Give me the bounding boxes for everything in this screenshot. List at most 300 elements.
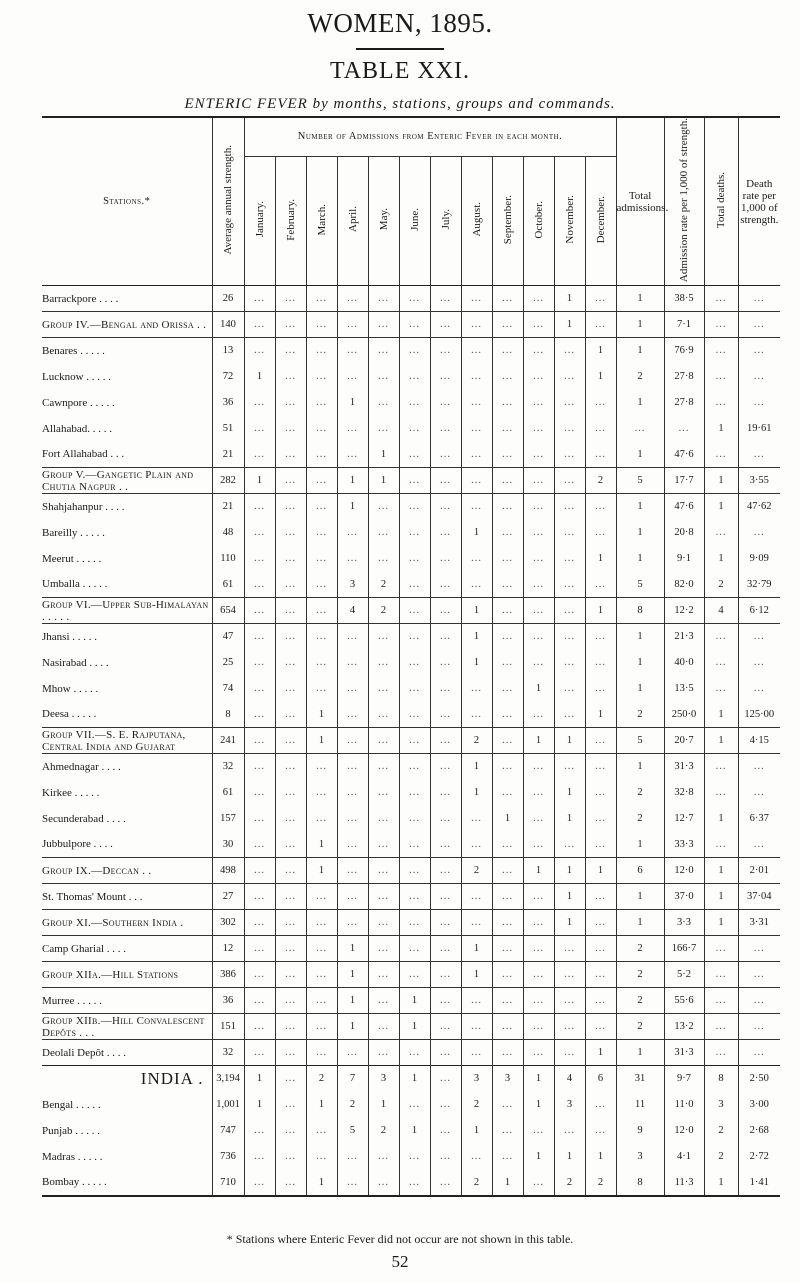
header-stations: Stations.* [42, 117, 212, 286]
table-cell: ... [523, 962, 554, 988]
table-cell: ... [554, 520, 585, 546]
table-cell: ... [523, 286, 554, 312]
table-cell: 1 [461, 962, 492, 988]
table-cell: ... [275, 1118, 306, 1144]
header-month: May. [368, 156, 399, 285]
table-cell: ... [244, 1040, 275, 1066]
row-label: Group XIIa.—Hill Stations [42, 962, 212, 988]
table-cell: 48 [212, 520, 244, 546]
table-cell: 7 [337, 1066, 368, 1092]
header-month: December. [585, 156, 616, 285]
table-cell: ... [244, 1118, 275, 1144]
table-cell: ... [399, 728, 430, 754]
table-cell: ... [337, 650, 368, 676]
table-cell: 20·8 [664, 520, 704, 546]
table-row [42, 832, 780, 858]
table-cell: ... [738, 624, 780, 650]
table-cell: ... [275, 598, 306, 624]
table-cell: 31·3 [664, 1040, 704, 1066]
row-label: Group XIIb.—Hill Convalescent Depôts . . . [42, 1014, 212, 1040]
table-cell: 4 [554, 1066, 585, 1092]
table-cell: ... [616, 416, 664, 442]
table-cell: 1 [616, 884, 664, 910]
table-cell: ... [368, 806, 399, 832]
table-cell: ... [430, 650, 461, 676]
table-cell: ... [492, 650, 523, 676]
table-cell: 1 [616, 910, 664, 936]
table-cell: 1 [306, 702, 337, 728]
table-cell: ... [492, 962, 523, 988]
table-cell: 1 [616, 754, 664, 780]
table-cell: 157 [212, 806, 244, 832]
row-label: Camp Gharial . . . . [42, 942, 127, 955]
total-row [42, 1066, 780, 1092]
table-cell: ... [337, 286, 368, 312]
table-cell: 710 [212, 1170, 244, 1196]
table-cell: 8 [616, 1170, 664, 1196]
table-cell: ... [492, 442, 523, 468]
table-cell: ... [337, 312, 368, 338]
table-cell: 32·79 [738, 572, 780, 598]
table-cell: ... [399, 520, 430, 546]
table-cell: ... [523, 572, 554, 598]
table-cell: ... [704, 1014, 738, 1040]
table-cell: 110 [212, 546, 244, 572]
row-label: Group VI.—Upper Sub-Himalayan . . . . . [42, 598, 212, 624]
table-cell: ... [585, 832, 616, 858]
table-cell: ... [704, 780, 738, 806]
table-cell: 1·41 [738, 1170, 780, 1196]
table-cell: ... [554, 702, 585, 728]
table-cell: ... [523, 1170, 554, 1196]
table-cell: 1 [554, 728, 585, 754]
table-cell: ... [523, 494, 554, 520]
table-row [42, 416, 780, 442]
table-cell: 1 [461, 1118, 492, 1144]
table-cell: ... [585, 962, 616, 988]
table-cell: ... [244, 1014, 275, 1040]
table-cell: ... [399, 858, 430, 884]
table-cell: ... [368, 494, 399, 520]
table-cell: 2 [616, 780, 664, 806]
table-cell: ... [337, 858, 368, 884]
table-row [42, 676, 780, 702]
table-cell: ... [738, 1014, 780, 1040]
table-cell: ... [399, 338, 430, 364]
table-cell: ... [275, 702, 306, 728]
table-cell: 2 [585, 468, 616, 494]
table-cell: ... [430, 702, 461, 728]
table-cell: 7·1 [664, 312, 704, 338]
table-cell: ... [399, 1170, 430, 1196]
table-cell: ... [275, 780, 306, 806]
table-cell: ... [399, 364, 430, 390]
table-cell: ... [368, 364, 399, 390]
table-cell: 241 [212, 728, 244, 754]
table-cell: 12·7 [664, 806, 704, 832]
table-cell: ... [585, 650, 616, 676]
table-cell: ... [461, 546, 492, 572]
table-cell: 2 [461, 1170, 492, 1196]
table-cell: ... [461, 702, 492, 728]
row-label: Group IX.—Deccan . . [42, 858, 212, 884]
table-cell: ... [244, 442, 275, 468]
table-cell: 6·37 [738, 806, 780, 832]
table-cell: 11·0 [664, 1092, 704, 1118]
table-cell: ... [306, 520, 337, 546]
table-cell: 5 [616, 468, 664, 494]
table-cell: ... [337, 1040, 368, 1066]
table-cell: ... [244, 910, 275, 936]
table-cell: 654 [212, 598, 244, 624]
table-cell: 151 [212, 1014, 244, 1040]
table-cell: 1 [616, 832, 664, 858]
table-cell: ... [430, 884, 461, 910]
table-cell: ... [461, 676, 492, 702]
table-cell: ... [492, 884, 523, 910]
row-label: Jubbulpore . . . . [42, 838, 113, 851]
enteric-fever-table [42, 116, 780, 1197]
table-cell: ... [430, 598, 461, 624]
table-cell: ... [704, 676, 738, 702]
table-cell: ... [337, 754, 368, 780]
row-label: St. Thomas' Mount . . . [42, 890, 143, 903]
table-row [42, 624, 780, 650]
table-cell: 2 [368, 598, 399, 624]
table-cell: ... [492, 364, 523, 390]
table-cell: 1 [337, 936, 368, 962]
table-cell: 72 [212, 364, 244, 390]
table-cell: ... [738, 442, 780, 468]
row-label: Mhow . . . . . [42, 682, 99, 695]
table-cell: 1 [616, 520, 664, 546]
table-cell: ... [430, 338, 461, 364]
table-cell: 33·3 [664, 832, 704, 858]
table-cell: ... [244, 936, 275, 962]
table-cell: ... [399, 286, 430, 312]
table-cell: ... [306, 650, 337, 676]
table-cell: ... [399, 598, 430, 624]
table-cell: ... [306, 910, 337, 936]
header-month: October. [523, 156, 554, 285]
table-cell: 747 [212, 1118, 244, 1144]
table-cell: ... [368, 910, 399, 936]
table-cell: ... [738, 962, 780, 988]
table-cell: ... [461, 832, 492, 858]
header-month: July. [430, 156, 461, 285]
table-cell: ... [306, 416, 337, 442]
table-cell: ... [368, 624, 399, 650]
table-cell: 1 [616, 650, 664, 676]
table-cell: ... [554, 624, 585, 650]
table-cell: ... [399, 312, 430, 338]
table-cell: ... [368, 390, 399, 416]
table-cell: 2·50 [738, 1066, 780, 1092]
table-cell: ... [554, 1014, 585, 1040]
row-label: INDIA . [42, 1066, 212, 1092]
table-cell: ... [430, 1040, 461, 1066]
table-cell: ... [337, 624, 368, 650]
table-cell: 1 [704, 806, 738, 832]
table-cell: ... [306, 936, 337, 962]
table-row [42, 572, 780, 598]
table-cell: 30 [212, 832, 244, 858]
table-cell: ... [306, 572, 337, 598]
table-cell: ... [554, 962, 585, 988]
table-cell: 1 [461, 754, 492, 780]
table-cell: ... [368, 832, 399, 858]
table-cell: ... [430, 780, 461, 806]
table-cell: ... [585, 1092, 616, 1118]
table-cell: 1 [585, 702, 616, 728]
table-cell: 736 [212, 1144, 244, 1170]
table-cell: ... [368, 1040, 399, 1066]
table-cell: 36 [212, 390, 244, 416]
table-cell: 3 [554, 1092, 585, 1118]
table-cell: 1 [704, 494, 738, 520]
table-cell: 498 [212, 858, 244, 884]
table-cell: 1 [585, 546, 616, 572]
table-cell: ... [399, 650, 430, 676]
row-label: Allahabad. . . . . [42, 422, 112, 435]
group-row [42, 1014, 780, 1040]
table-cell: 38·5 [664, 286, 704, 312]
table-cell: 1 [704, 1170, 738, 1196]
table-cell: ... [585, 910, 616, 936]
table-cell: ... [275, 390, 306, 416]
table-cell: ... [430, 1170, 461, 1196]
table-cell: 5 [337, 1118, 368, 1144]
table-cell: ... [306, 494, 337, 520]
table-cell: ... [368, 1170, 399, 1196]
table-cell: ... [430, 676, 461, 702]
table-cell: ... [337, 546, 368, 572]
table-cell: ... [523, 520, 554, 546]
table-cell: ... [399, 442, 430, 468]
table-cell: ... [492, 312, 523, 338]
table-cell: ... [275, 754, 306, 780]
table-cell: 4 [337, 598, 368, 624]
table-cell: 11 [616, 1092, 664, 1118]
table-cell: ... [492, 676, 523, 702]
table-cell: ... [585, 572, 616, 598]
table-cell: 47·6 [664, 442, 704, 468]
table-cell: ... [275, 624, 306, 650]
table-cell: 1 [306, 1092, 337, 1118]
table-cell: ... [306, 468, 337, 494]
table-cell: ... [704, 442, 738, 468]
table-cell: ... [275, 1144, 306, 1170]
table-cell: ... [244, 988, 275, 1014]
table-cell: ... [244, 728, 275, 754]
table-row [42, 1040, 780, 1066]
header-month: August. [461, 156, 492, 285]
table-cell: 1 [244, 1092, 275, 1118]
title-rule [356, 48, 444, 50]
table-cell: ... [306, 676, 337, 702]
table-cell: ... [399, 494, 430, 520]
row-label: Madras . . . . . [42, 1150, 103, 1163]
footnote: * Stations where Enteric Fever did not occur are not shown in this table. [226, 1232, 574, 1246]
table-cell: ... [585, 442, 616, 468]
table-cell: ... [554, 468, 585, 494]
table-cell: ... [492, 338, 523, 364]
table-cell: ... [492, 1092, 523, 1118]
table-cell: ... [244, 416, 275, 442]
table-cell: 1 [704, 884, 738, 910]
table-cell: 1 [616, 676, 664, 702]
group-row [42, 910, 780, 936]
table-cell: ... [704, 286, 738, 312]
table-cell: ... [492, 780, 523, 806]
table-cell: 2 [616, 806, 664, 832]
table-cell: ... [492, 572, 523, 598]
table-cell: ... [523, 598, 554, 624]
table-cell: ... [244, 286, 275, 312]
table-cell: ... [585, 1014, 616, 1040]
table-cell: ... [704, 1040, 738, 1066]
table-cell: ... [704, 650, 738, 676]
table-cell: ... [430, 936, 461, 962]
table-cell: ... [554, 988, 585, 1014]
table-cell: ... [585, 884, 616, 910]
table-cell: 12·0 [664, 1118, 704, 1144]
table-cell: ... [399, 624, 430, 650]
table-cell: ... [399, 962, 430, 988]
table-cell: ... [306, 1040, 337, 1066]
table-cell: ... [244, 338, 275, 364]
table-cell: 3·31 [738, 910, 780, 936]
table-cell: ... [738, 832, 780, 858]
table-cell: ... [430, 390, 461, 416]
table-cell: ... [523, 910, 554, 936]
table-cell: 1 [554, 1144, 585, 1170]
table-cell: ... [738, 780, 780, 806]
table-cell: 55·6 [664, 988, 704, 1014]
table-cell: ... [430, 442, 461, 468]
group-row [42, 598, 780, 624]
table-row [42, 494, 780, 520]
row-label: Ahmednagar . . . . [42, 760, 121, 773]
table-cell: 2 [337, 1092, 368, 1118]
table-cell: ... [461, 806, 492, 832]
table-row [42, 1118, 780, 1144]
table-cell: ... [244, 676, 275, 702]
table-cell: 1 [461, 624, 492, 650]
table-cell: ... [492, 546, 523, 572]
table-cell: ... [585, 390, 616, 416]
table-cell: 2 [616, 936, 664, 962]
table-cell: 36 [212, 988, 244, 1014]
table-cell: ... [306, 1144, 337, 1170]
table-cell: ... [738, 286, 780, 312]
table-cell: ... [554, 936, 585, 962]
table-cell: 1 [523, 676, 554, 702]
table-cell: 8 [616, 598, 664, 624]
table-cell: ... [492, 598, 523, 624]
table-cell: 8 [704, 1066, 738, 1092]
table-cell: ... [337, 338, 368, 364]
table-cell: ... [704, 520, 738, 546]
table-cell: ... [461, 312, 492, 338]
table-cell: ... [523, 364, 554, 390]
table-cell: 47·62 [738, 494, 780, 520]
table-cell: 27·8 [664, 390, 704, 416]
table-cell: ... [244, 884, 275, 910]
table-cell: ... [492, 1118, 523, 1144]
table-cell: ... [738, 390, 780, 416]
table-row [42, 806, 780, 832]
table-cell: ... [492, 728, 523, 754]
row-label: Nasirabad . . . . [42, 656, 109, 669]
table-cell: ... [523, 624, 554, 650]
table-cell: ... [275, 806, 306, 832]
table-cell: ... [585, 806, 616, 832]
table-cell: 1 [554, 884, 585, 910]
table-cell: 2 [368, 1118, 399, 1144]
table-cell: 1 [616, 312, 664, 338]
table-cell: ... [585, 520, 616, 546]
table-cell: ... [738, 338, 780, 364]
table-cell: 2 [306, 1066, 337, 1092]
table-cell: 3 [461, 1066, 492, 1092]
table-cell: ... [554, 1118, 585, 1144]
table-cell: 1 [554, 780, 585, 806]
header-month: March. [306, 156, 337, 285]
row-label: Deolali Depôt . . . . [42, 1046, 127, 1059]
table-cell: ... [738, 520, 780, 546]
table-cell: 1 [337, 1014, 368, 1040]
table-row [42, 936, 780, 962]
table-cell: ... [368, 936, 399, 962]
table-cell: ... [275, 988, 306, 1014]
table-row [42, 780, 780, 806]
table-cell: ... [306, 390, 337, 416]
table-cell: ... [738, 650, 780, 676]
table-cell: ... [585, 754, 616, 780]
table-cell: 140 [212, 312, 244, 338]
table-cell: 19·61 [738, 416, 780, 442]
table-cell: 1 [244, 468, 275, 494]
table-cell: 1 [461, 780, 492, 806]
table-cell: 2·01 [738, 858, 780, 884]
table-cell: 3·55 [738, 468, 780, 494]
table-cell: 40·0 [664, 650, 704, 676]
table-cell: 1 [585, 1144, 616, 1170]
table-cell: ... [337, 1144, 368, 1170]
row-label: Barrackpore . . . . [42, 292, 119, 305]
table-cell: ... [306, 312, 337, 338]
table-cell: ... [275, 546, 306, 572]
table-cell: 1 [585, 1040, 616, 1066]
table-cell: ... [275, 1066, 306, 1092]
table-cell: ... [430, 1144, 461, 1170]
table-cell: ... [368, 650, 399, 676]
table-cell: ... [275, 442, 306, 468]
table-cell: ... [368, 416, 399, 442]
table-cell: ... [430, 1066, 461, 1092]
row-label: Umballa . . . . . [42, 578, 108, 591]
table-cell: ... [554, 676, 585, 702]
table-cell: 47 [212, 624, 244, 650]
table-cell: 1 [585, 858, 616, 884]
table-cell: ... [738, 364, 780, 390]
table-cell: ... [337, 520, 368, 546]
table-cell: ... [523, 806, 554, 832]
table-cell: ... [461, 910, 492, 936]
table-cell: 2 [368, 572, 399, 598]
table-cell: 1 [337, 494, 368, 520]
